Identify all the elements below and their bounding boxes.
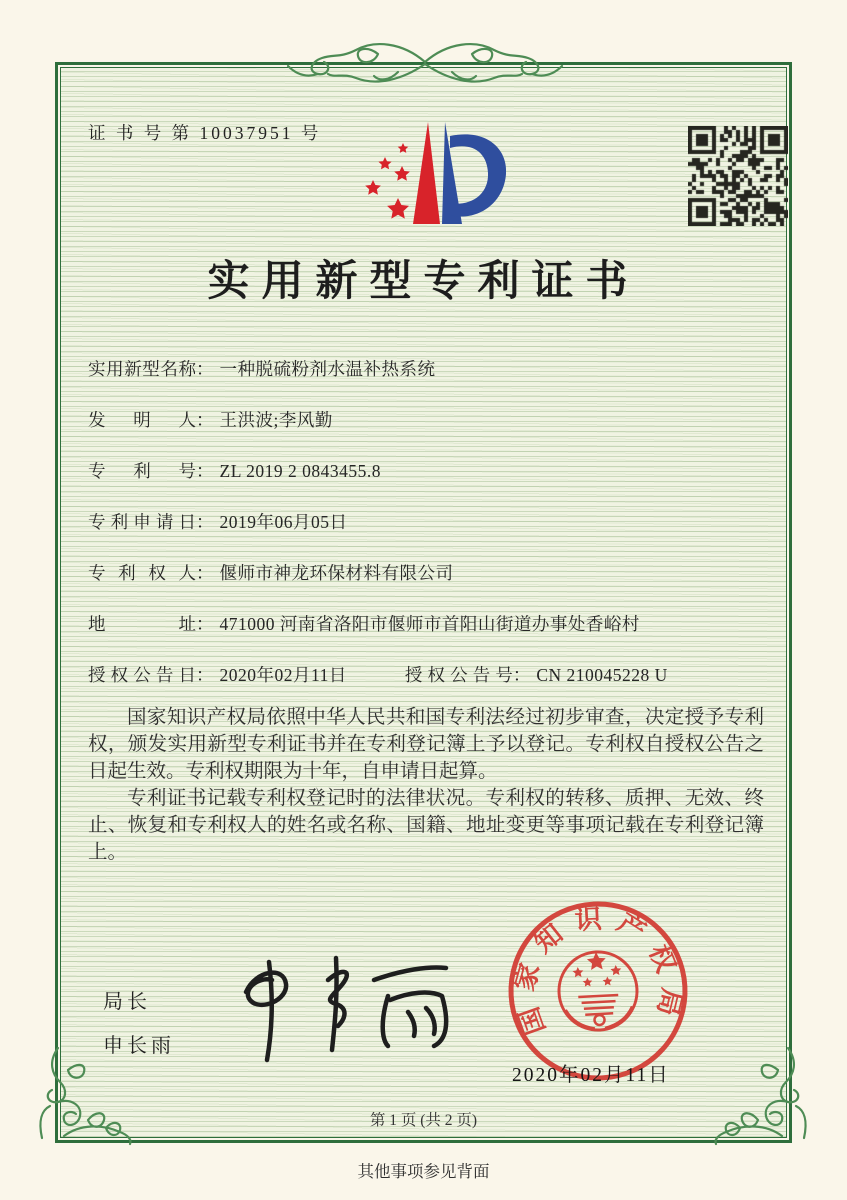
field-row-inventors — [88, 409, 764, 431]
qr-code — [688, 126, 788, 226]
field-value: 王洪波;李风勤 — [219, 410, 333, 430]
field-row-name — [88, 358, 764, 380]
field-label-grant-no: 授权公告号 — [404, 665, 513, 685]
legal-text — [88, 704, 764, 866]
field-label: 授权公告日 — [88, 665, 196, 685]
field-label: 实用新型名称 — [88, 359, 196, 379]
page-number: 第 1 页 (共 2 页) — [369, 1112, 478, 1129]
field-value: 偃师市神龙环保材料有限公司 — [219, 563, 454, 583]
official-seal — [503, 896, 693, 1086]
field-colon: ： — [196, 614, 214, 634]
certificate-number: 证 书 号 第 10037951 号 — [88, 123, 322, 143]
cnipa-logo-icon — [350, 108, 525, 238]
signoff-post: 局长 — [103, 991, 151, 1013]
seal-date: 2020年02月11日 — [512, 1065, 670, 1086]
field-value: 一种脱硫粉剂水温补热系统 — [219, 359, 436, 379]
fields-section — [88, 358, 764, 715]
field-label: 发明人 — [88, 410, 196, 430]
bottom-right-corner-ornament — [708, 1040, 818, 1150]
field-colon: ： — [196, 563, 214, 583]
legal-paragraph-1: 国家知识产权局依照中华人民共和国专利法经过初步审查，决定授予专利权，颁发实用新型专利证书并在专利登记簿上予以登记。专利权自授权公告之日起生效。专利权期限为十年，自申请日起算。 — [88, 707, 764, 782]
field-label: 地址 — [88, 614, 196, 634]
svg-text:国家知识产权局 — [505, 900, 689, 1040]
field-row-patent-number — [88, 460, 764, 482]
field-label: 专利权人 — [88, 563, 196, 583]
bottom-left-corner-ornament — [28, 1040, 138, 1150]
field-value: 2020年02月11日 — [219, 665, 347, 685]
field-row-patentee — [88, 562, 764, 584]
field-colon: ： — [196, 461, 214, 481]
field-value: ZL 2019 2 0843455.8 — [219, 461, 381, 481]
field-row-address — [88, 613, 764, 635]
national-emblem-icon — [557, 950, 639, 1032]
director-signature — [212, 940, 452, 1070]
certificate-title: 实用新型专利证书 — [207, 259, 640, 305]
top-flourish-ornament — [280, 32, 570, 96]
field-row-filing-date — [88, 511, 764, 533]
back-note: 其他事项参见背面 — [357, 1162, 490, 1181]
field-label: 专利申请日 — [88, 512, 196, 532]
legal-paragraph-2: 专利证书记载专利权登记时的法律状况。专利权的转移、质押、无效、终止、恢复和专利权人的姓名或名称、国籍、地址变更等事项记载在专利登记簿上。 — [88, 788, 764, 863]
field-colon: ： — [512, 665, 531, 685]
field-colon: ： — [196, 665, 214, 685]
field-value-grant-no: CN 210045228 U — [536, 665, 668, 685]
signoff-name: 申长雨 — [103, 1035, 175, 1057]
field-colon: ： — [196, 512, 214, 532]
seal-ring-text: 国家知识产权局 — [508, 903, 688, 1039]
field-row-grant — [88, 664, 764, 686]
field-value: 2019年06月05日 — [219, 512, 348, 532]
field-value: 471000 河南省洛阳市偃师市首阳山街道办事处香峪村 — [219, 614, 640, 634]
field-colon: ： — [196, 359, 214, 379]
field-colon: ： — [196, 410, 214, 430]
field-label: 专利号 — [88, 461, 196, 481]
